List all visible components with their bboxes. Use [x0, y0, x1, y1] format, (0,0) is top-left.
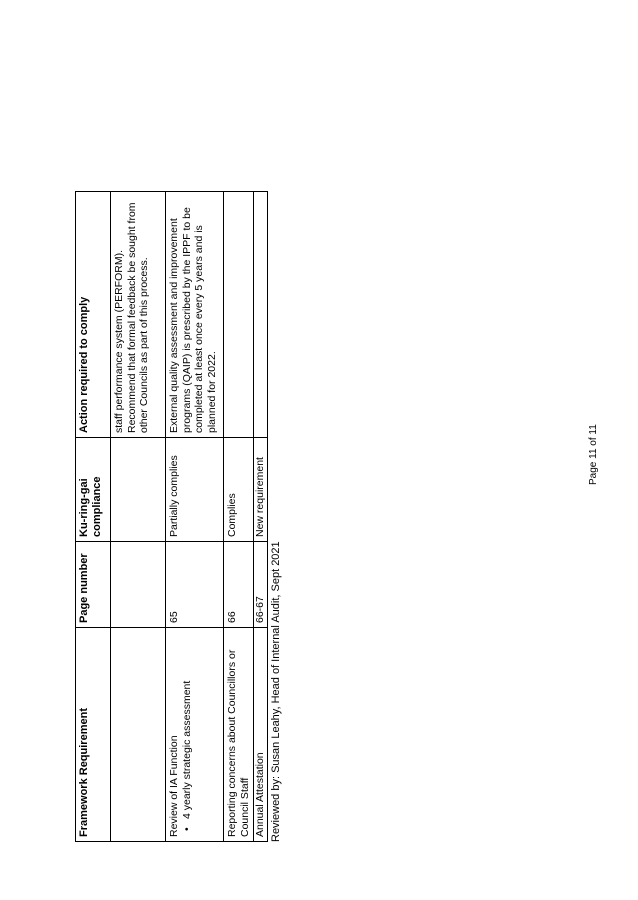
header-framework: Framework Requirement: [76, 628, 111, 842]
framework-cell: [166, 628, 224, 842]
action-cell: External quality assessment and improvement programs (QAIP) is prescribed by the IPPF to be completed at least once every 5 years and is planned for 2022.: [166, 192, 224, 438]
table-row: [224, 192, 254, 842]
page-cell: 65: [166, 542, 224, 628]
framework-cell: Reporting concerns about Councillors or Council Staff: [224, 628, 254, 842]
table-header-row: [76, 192, 111, 842]
compliance-cell: Complies: [224, 438, 254, 542]
table-row: [111, 192, 166, 842]
table-row: [254, 192, 268, 842]
header-action: Action required to comply: [76, 192, 111, 438]
framework-cell: Annual Attestation: [254, 628, 268, 842]
action-cell: staff performance system (PERFORM). Recommend that formal feedback be sought from other Councils as part of this process.: [111, 192, 166, 438]
framework-text: Review of IA Function: [168, 735, 180, 837]
page-number-text: Page 11 of 11: [588, 424, 599, 485]
page-cell: 66: [224, 542, 254, 628]
page-cell: [111, 542, 166, 628]
framework-bullet-text: 4 yearly strategic assessment: [180, 680, 193, 819]
page-cell: 66-67: [254, 542, 268, 628]
compliance-cell: New requirement: [254, 438, 268, 542]
header-page-number: Page number: [76, 542, 111, 628]
action-cell: [224, 192, 254, 438]
bullet-icon: •: [180, 827, 193, 831]
compliance-table: [75, 191, 268, 842]
reviewed-by-text: Reviewed by: Susan Leahy, Head of Internal Audit, Sept 2021: [270, 541, 282, 842]
compliance-cell: [111, 438, 166, 542]
compliance-cell: Partially complies: [166, 438, 224, 542]
header-compliance: Ku-ring-gai compliance: [76, 438, 111, 542]
framework-cell: [111, 628, 166, 842]
framework-bullet: [181, 632, 194, 837]
action-cell: [254, 192, 268, 438]
table-row: [166, 192, 224, 842]
